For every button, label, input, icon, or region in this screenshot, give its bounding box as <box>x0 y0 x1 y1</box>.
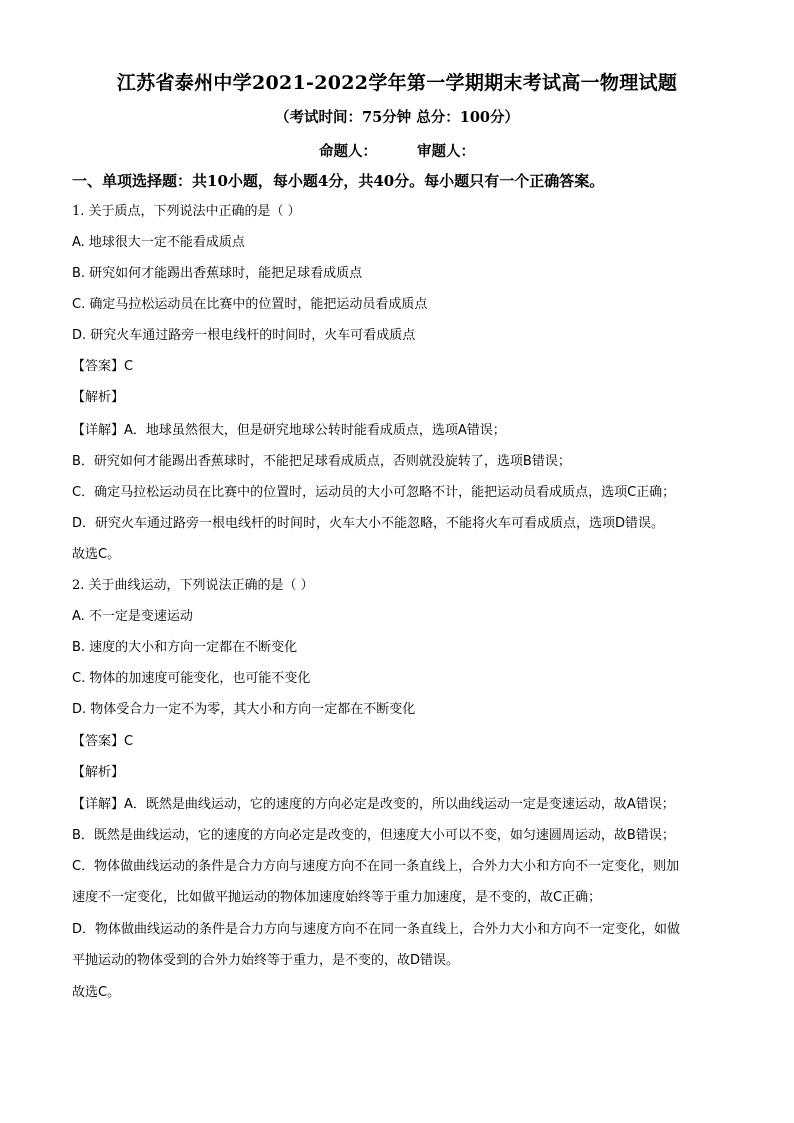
question-1-explanation-line: B．研究如何才能踢出香蕉球时，不能把足球看成质点，否则就没旋转了，选项B错误； <box>72 454 571 469</box>
question-1-conclusion: 故选C。 <box>72 547 121 562</box>
setter-label: 命题人： <box>319 143 377 160</box>
question-2-conclusion: 故选C。 <box>72 985 121 1000</box>
question-1-option-c: C. 确定马拉松运动员在比赛中的位置时，能把运动员看成质点 <box>72 297 428 312</box>
question-2-option-d: D. 物体受合力一定不为零，其大小和方向一定都在不断变化 <box>72 702 416 717</box>
question-1-explanation-line: D．研究火车通过路旁一根电线杆的时间时，火车大小不能忽略，不能将火车可看成质点，选项D错误。 <box>72 516 665 531</box>
question-1-explanation-line: C．确定马拉松运动员在比赛中的位置时，运动员的大小可忽略不计，能把运动员看成质点，选项C正确； <box>72 485 676 500</box>
question-2-explanation-line: 平抛运动的物体受到的合外力始终等于重力，是不变的，故D错误。 <box>72 953 460 968</box>
question-1-explanation-line: 【详解】A．地球虽然很大，但是研究地球公转时能看成质点，选项A错误； <box>72 423 506 438</box>
section-heading: 一、单项选择题：共10小题，每小题4分，共40分。每小题只有一个正确答案。 <box>72 172 605 190</box>
question-2-stem: 2. 关于曲线运动，下列说法正确的是（ ） <box>72 578 314 593</box>
question-1-option-a: A. 地球很大一定不能看成质点 <box>72 235 245 250</box>
reviewer-label: 审题人： <box>417 143 475 160</box>
question-2-option-a: A. 不一定是变速运动 <box>72 609 193 624</box>
setter-line <box>0 140 794 161</box>
question-2-explanation-line: 【详解】A．既然是曲线运动，它的速度的方向必定是改变的，所以曲线运动一定是变速运动，故A错误； <box>72 797 675 812</box>
question-2-explanation-line: C．物体做曲线运动的条件是合力方向与速度方向不在同一条直线上，合外力大小和方向不一定变化，则加 <box>72 859 680 874</box>
question-1-option-d: D. 研究火车通过路旁一根电线杆的时间时，火车可看成质点 <box>72 328 416 343</box>
question-1-analysis-label: 【解析】 <box>72 390 125 405</box>
question-1-option-b: B. 研究如何才能踢出香蕉球时，能把足球看成质点 <box>72 266 363 281</box>
page-title: 江苏省泰州中学2021-2022学年第一学期期末考试高一物理试题 <box>116 72 678 94</box>
question-2-explanation-line: B．既然是曲线运动，它的速度的方向必定是改变的，但速度大小可以不变，如匀速圆周运动，故B错误； <box>72 828 675 843</box>
question-1-stem: 1. 关于质点，下列说法中正确的是（ ） <box>72 204 301 219</box>
question-2-explanation-line: 速度不一定变化，比如做平抛运动的物体加速度始终等于重力加速度，是不变的，故C正确； <box>72 890 602 905</box>
exam-info: （考试时间：75分钟 总分：100分） <box>275 109 519 126</box>
question-2-analysis-label: 【解析】 <box>72 765 125 780</box>
question-2-option-c: C. 物体的加速度可能变化，也可能不变化 <box>72 671 311 686</box>
question-2-option-b: B. 速度的大小和方向一定都在不断变化 <box>72 640 298 655</box>
question-1-answer: 【答案】C <box>72 359 134 374</box>
question-2-answer: 【答案】C <box>72 734 134 749</box>
question-2-explanation-line: D．物体做曲线运动的条件是合力方向与速度方向不在同一条直线上，合外力大小和方向不一定变化，如做 <box>72 922 681 937</box>
